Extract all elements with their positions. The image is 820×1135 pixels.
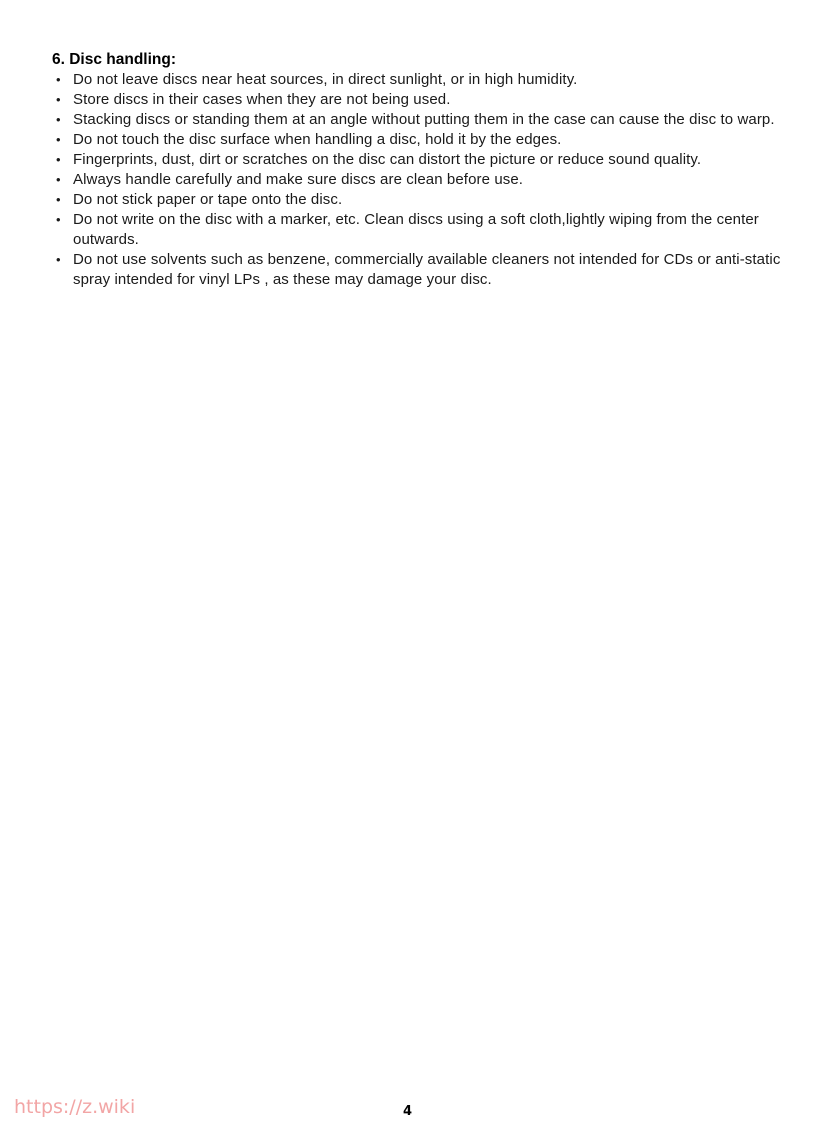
- list-item: [52, 150, 782, 170]
- list-item: [52, 190, 782, 210]
- list-item-text: Do not touch the disc surface when handling a disc, hold it by the edges.: [73, 131, 562, 148]
- bullet-icon: •: [56, 92, 61, 107]
- bullet-icon: •: [56, 72, 61, 87]
- list-item: [52, 210, 782, 250]
- list-item-text: Store discs in their cases when they are not being used.: [73, 91, 451, 108]
- bullet-icon: •: [56, 132, 61, 147]
- bullet-icon: •: [56, 112, 61, 127]
- list-item: [52, 70, 782, 90]
- list-item-text: Do not write on the disc with a marker, etc. Clean discs using a soft cloth,lightly wiping from the center outwards.: [73, 211, 759, 248]
- section-title: 6. Disc handling:: [52, 51, 177, 68]
- list-item: [52, 90, 782, 110]
- list-item-text: Do not stick paper or tape onto the disc.: [73, 191, 343, 208]
- bullet-icon: •: [56, 212, 61, 227]
- list-item-text: Do not leave discs near heat sources, in direct sunlight, or in high humidity.: [73, 71, 578, 88]
- list-item: [52, 130, 782, 150]
- list-item-text: Do not use solvents such as benzene, commercially available cleaners not intended for CDs or anti-static spray intended for vinyl LPs , as these may damage your disc.: [73, 251, 781, 288]
- page-number: 4: [403, 1104, 413, 1119]
- bullet-icon: •: [56, 192, 61, 207]
- list-item-text: Fingerprints, dust, dirt or scratches on the disc can distort the picture or reduce sound quality.: [73, 151, 702, 168]
- bullet-list: [52, 70, 782, 290]
- list-item: [52, 250, 782, 290]
- list-item-text: Always handle carefully and make sure discs are clean before use.: [73, 171, 524, 188]
- bullet-icon: •: [56, 252, 61, 267]
- list-item-text: Stacking discs or standing them at an angle without putting them in the case can cause the disc to warp.: [73, 111, 775, 128]
- watermark-link[interactable]: https://z.wiki: [14, 1096, 136, 1118]
- disc-handling-section: [52, 50, 782, 290]
- bullet-icon: •: [56, 152, 61, 167]
- list-item: [52, 170, 782, 190]
- bullet-icon: •: [56, 172, 61, 187]
- list-item: [52, 110, 782, 130]
